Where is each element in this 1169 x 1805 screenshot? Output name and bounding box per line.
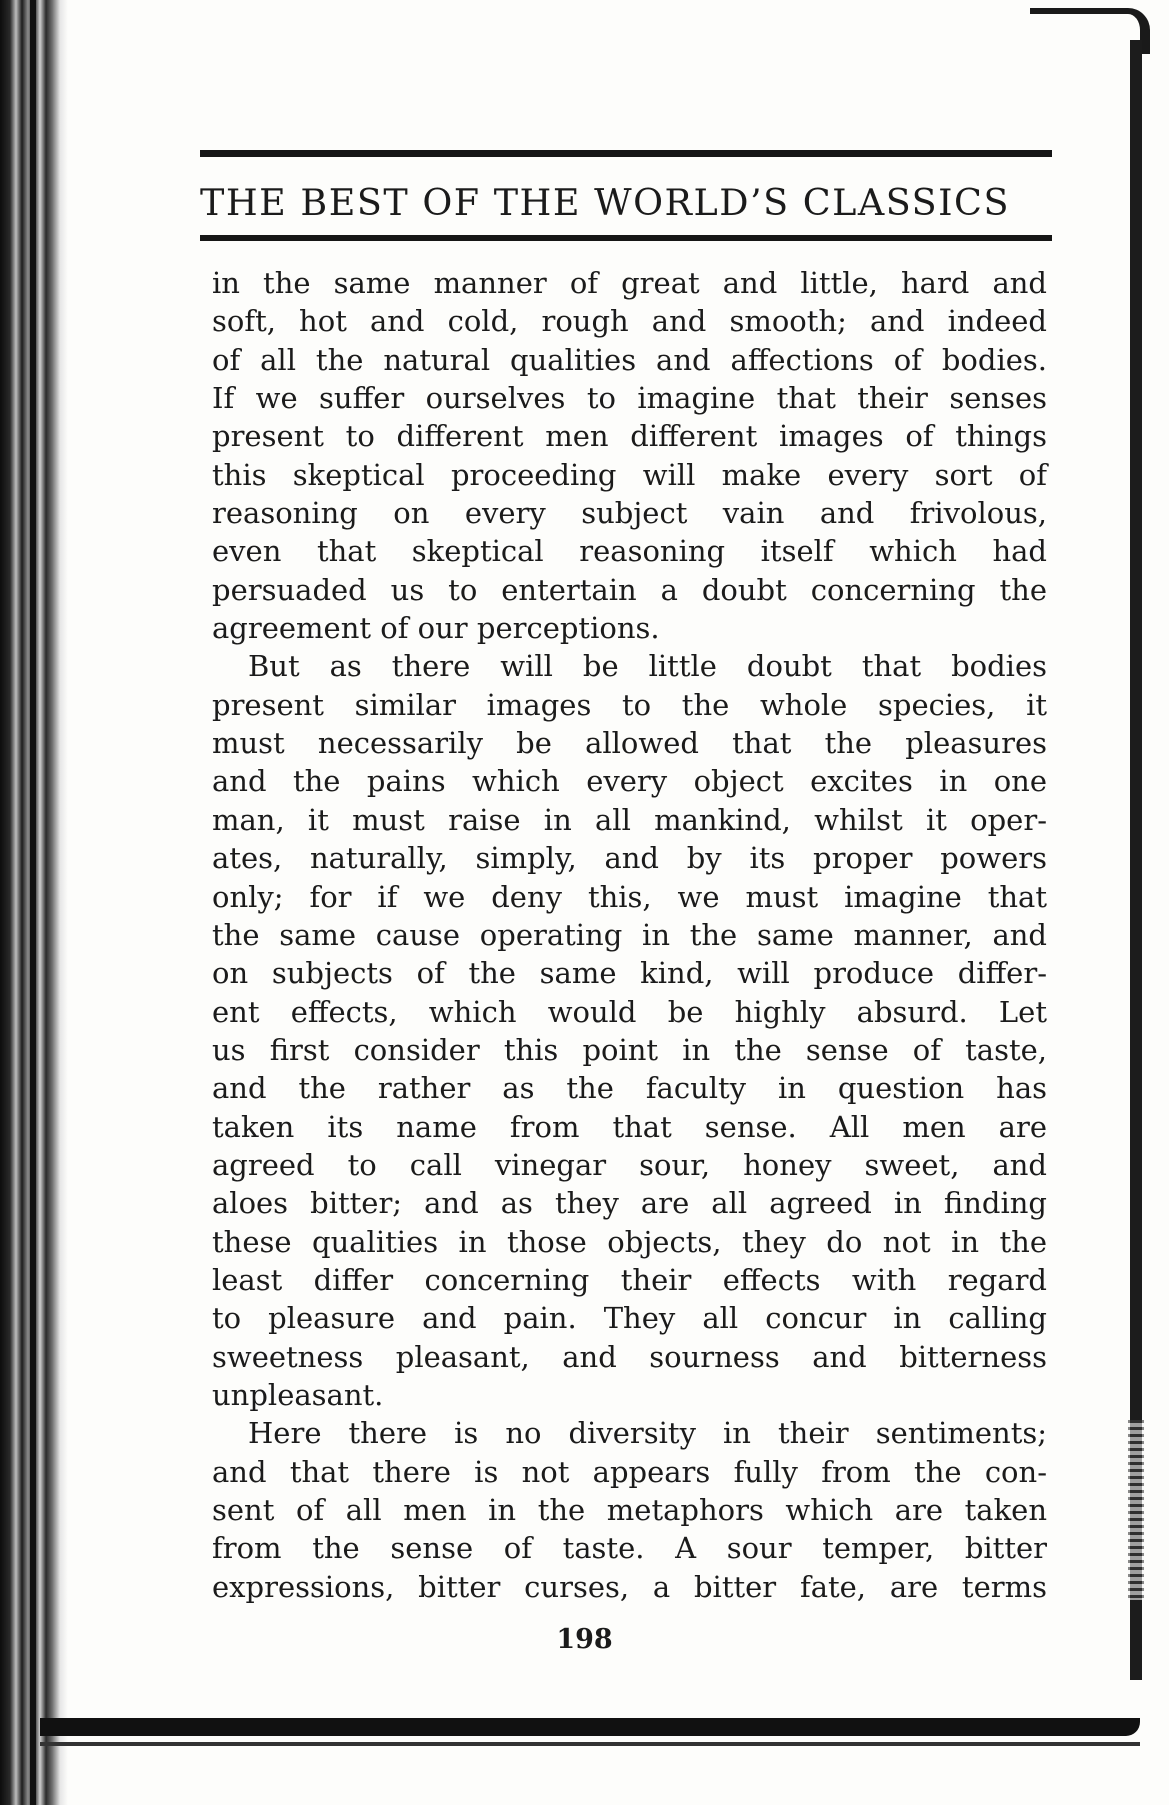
text-line: in the same manner of great and little, hard and	[212, 266, 1047, 300]
text-line: If we suffer ourselves to imagine that their senses	[212, 381, 1047, 416]
text-line: ent effects, which would be highly absurd. Let	[212, 994, 1047, 1029]
text-line: ates, naturally, simply, and by its proper powers	[212, 841, 1047, 876]
text-line: aloes bitter; and as they are all agreed in finding	[212, 1186, 1047, 1221]
text-line: us first consider this point in the sense of taste,	[212, 1032, 1047, 1067]
text-line: taken its name from that sense. All men are	[212, 1109, 1047, 1144]
text-line: least differ concerning their effects with regard	[212, 1262, 1047, 1297]
book-spine-shadow	[0, 0, 68, 1805]
text-line: of all the natural qualities and affections of bodies.	[212, 342, 1047, 377]
header-rule-bottom	[200, 235, 1052, 241]
text-line: present similar images to the whole species, it	[212, 687, 1047, 722]
text-line: agreed to call vinegar sour, honey sweet, and	[212, 1147, 1047, 1182]
text-line: these qualities in those objects, they do not in the	[212, 1224, 1047, 1259]
header-rule-top	[200, 150, 1052, 157]
page-bottom-edge-line	[40, 1742, 1140, 1746]
text-line: present to different men different images of things	[212, 419, 1047, 454]
text-line: the same cause operating in the same manner, and	[212, 917, 1047, 952]
text-line: even that skeptical reasoning itself which had	[212, 534, 1047, 569]
text-line: and the rather as the faculty in question has	[212, 1071, 1047, 1106]
running-header: THE BEST OF THE WORLD’S CLASSICS	[200, 181, 1010, 224]
text-line: Here there is no diversity in their sentiments;	[248, 1416, 1047, 1451]
text-line: from the sense of taste. A sour temper, bitter	[212, 1531, 1047, 1566]
page-bottom-edge	[40, 1718, 1140, 1736]
page-number: 198	[556, 1624, 613, 1655]
text-line: only; for if we deny this, we must imagine that	[212, 879, 1047, 914]
text-line: this skeptical proceeding will make every sort of	[212, 457, 1047, 492]
text-line: and that there is not appears fully from the con-	[212, 1454, 1047, 1489]
text-line: soft, hot and cold, rough and smooth; and indeed	[212, 304, 1047, 339]
text-line: to pleasure and pain. They all concur in calling	[212, 1301, 1047, 1336]
text-line: unpleasant.	[212, 1377, 384, 1412]
text-line: expressions, bitter curses, a bitter fate, are terms	[212, 1569, 1047, 1604]
text-line: sent of all men in the metaphors which are taken	[212, 1493, 1047, 1527]
text-line: man, it must raise in all mankind, whilst it oper-	[212, 802, 1047, 837]
text-line: persuaded us to entertain a doubt concerning the	[212, 572, 1047, 607]
text-line: sweetness pleasant, and sourness and bitterness	[212, 1339, 1047, 1374]
body-text	[212, 264, 1047, 1606]
text-line: on subjects of the same kind, will produce differ-	[212, 956, 1047, 991]
text-line: reasoning on every subject vain and frivolous,	[212, 496, 1047, 531]
text-line: must necessarily be allowed that the pleasures	[212, 726, 1047, 761]
text-line: agreement of our perceptions.	[212, 611, 660, 646]
page-edge-speckle	[1128, 1420, 1144, 1600]
text-line: But as there will be little doubt that bodies	[248, 649, 1047, 684]
text-line: and the pains which every object excites in one	[212, 764, 1047, 799]
